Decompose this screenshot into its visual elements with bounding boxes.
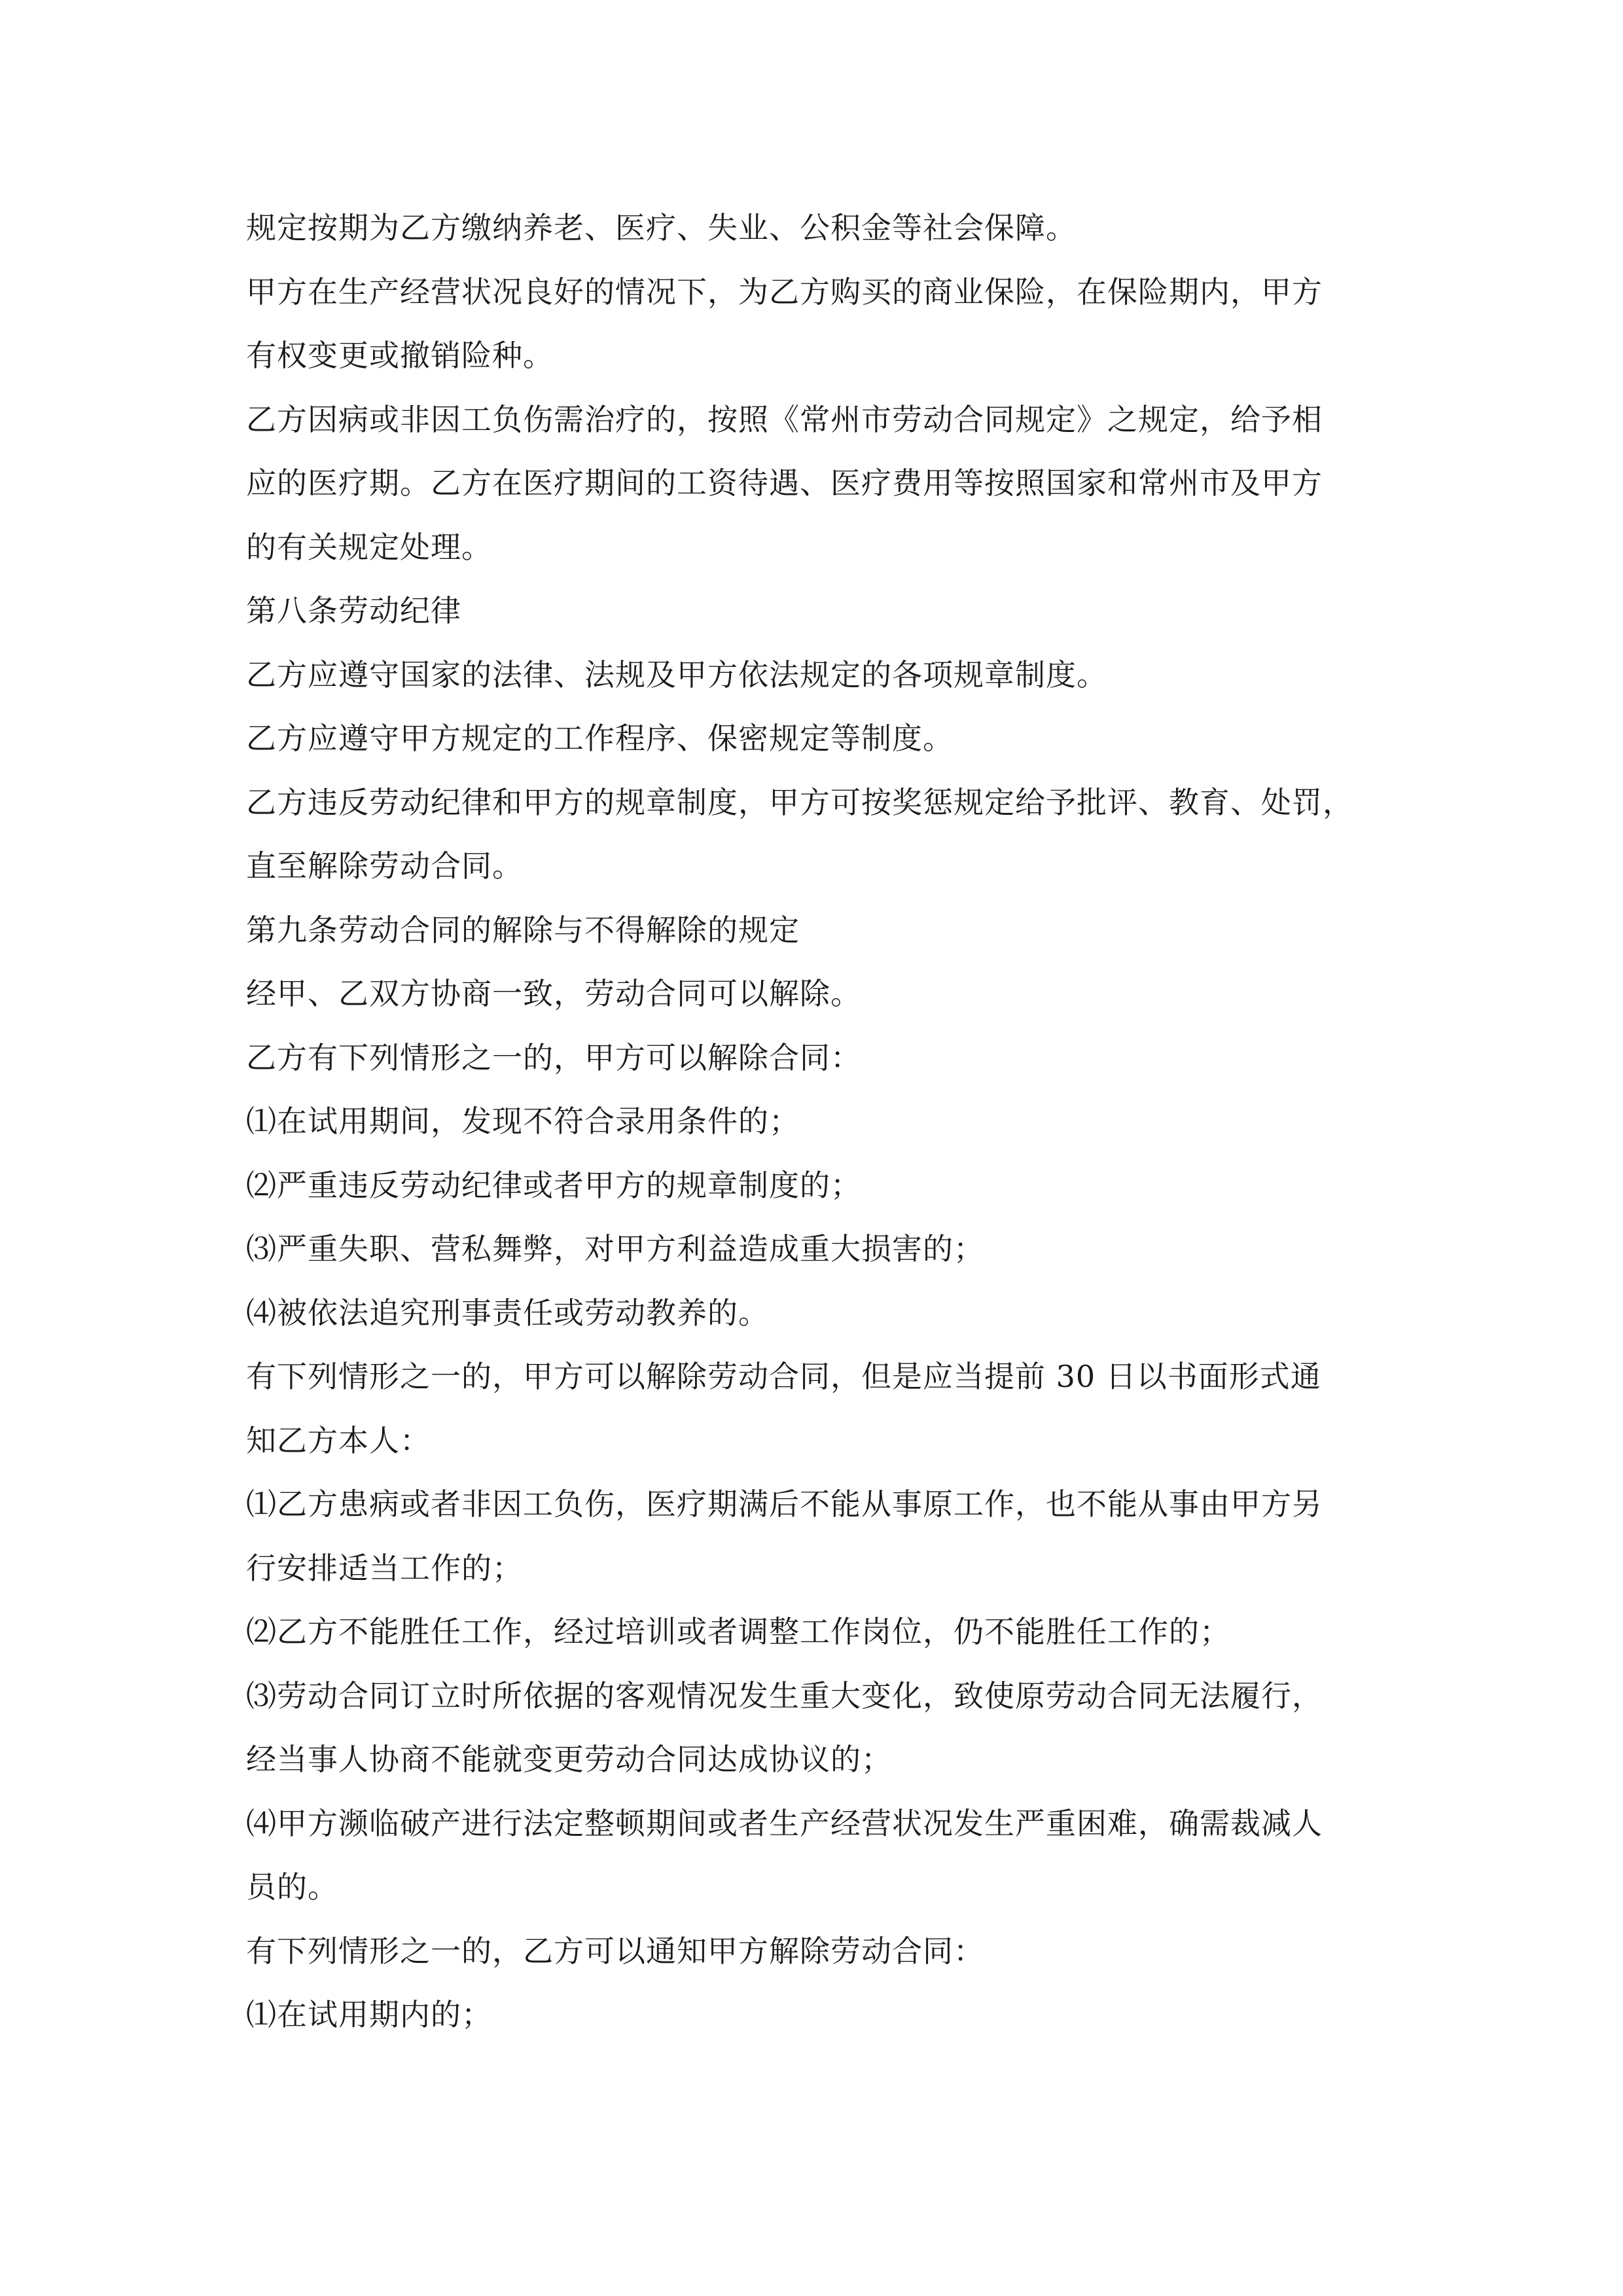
section-heading: 第八条劳动纪律 <box>246 593 461 628</box>
text-line: 乙方因病或非因工负伤需治疗的，按照《常州市劳动合同规定》之规定，给予相 <box>246 401 1323 437</box>
text-line: 的有关规定处理。 <box>246 529 492 565</box>
text-line: 经甲、乙双方协商一致，劳动合同可以解除。 <box>246 976 861 1011</box>
list-item: ⑴在试用期内的； <box>246 1997 492 2032</box>
list-item: ⑴乙方患病或者非因工负伤，医疗期满后不能从事原工作，也不能从事由甲方另 <box>246 1486 1323 1522</box>
list-item: ⑵严重违反劳动纪律或者甲方的规章制度的； <box>246 1167 861 1203</box>
section-heading: 第九条劳动合同的解除与不得解除的规定 <box>246 912 800 948</box>
list-item: ⑶劳动合同订立时所依据的客观情况发生重大变化，致使原劳动合同无法履行， <box>246 1677 1323 1713</box>
list-item: ⑷被依法追究刑事责任或劳动教养的。 <box>246 1295 769 1331</box>
text-line: 乙方应遵守甲方规定的工作程序、保密规定等制度。 <box>246 721 954 756</box>
text-line: 有权变更或撤销险种。 <box>246 338 554 373</box>
text-line: 甲方在生产经营状况良好的情况下，为乙方购买的商业保险，在保险期内，甲方 <box>246 274 1323 310</box>
list-item: ⑴在试用期间，发现不符合录用条件的； <box>246 1103 800 1139</box>
text-line: 有下列情形之一的，乙方可以通知甲方解除劳动合同： <box>246 1933 984 1969</box>
list-item: ⑶严重失职、营私舞弊，对甲方利益造成重大损害的； <box>246 1231 984 1266</box>
text-line: 直至解除劳动合同。 <box>246 848 523 884</box>
text-line: 规定按期为乙方缴纳养老、医疗、失业、公积金等社会保障。 <box>246 210 1077 245</box>
text-line: 有下列情形之一的，甲方可以解除劳动合同，但是应当提前 30 日以书面形式通 <box>246 1359 1321 1394</box>
text-line: 乙方应遵守国家的法律、法规及甲方依法规定的各项规章制度。 <box>246 656 1107 692</box>
list-item: 员的。 <box>246 1869 338 1905</box>
text-line: 乙方有下列情形之一的，甲方可以解除合同： <box>246 1039 861 1075</box>
list-item: 行安排适当工作的； <box>246 1550 523 1586</box>
text-line: 应的医疗期。乙方在医疗期间的工资待遇、医疗费用等按照国家和常州市及甲方 <box>246 465 1323 501</box>
document-body <box>246 196 1385 2047</box>
list-item: 经当事人协商不能就变更劳动合同达成协议的； <box>246 1742 892 1777</box>
text-line: 乙方违反劳动纪律和甲方的规章制度，甲方可按奖惩规定给予批评、教育、处罚， <box>246 784 1353 820</box>
text-line: 知乙方本人： <box>246 1422 431 1458</box>
list-item: ⑵乙方不能胜任工作，经过培训或者调整工作岗位，仍不能胜任工作的； <box>246 1614 1230 1649</box>
list-item: ⑷甲方濒临破产进行法定整顿期间或者生产经营状况发生严重困难，确需裁减人 <box>246 1805 1323 1841</box>
